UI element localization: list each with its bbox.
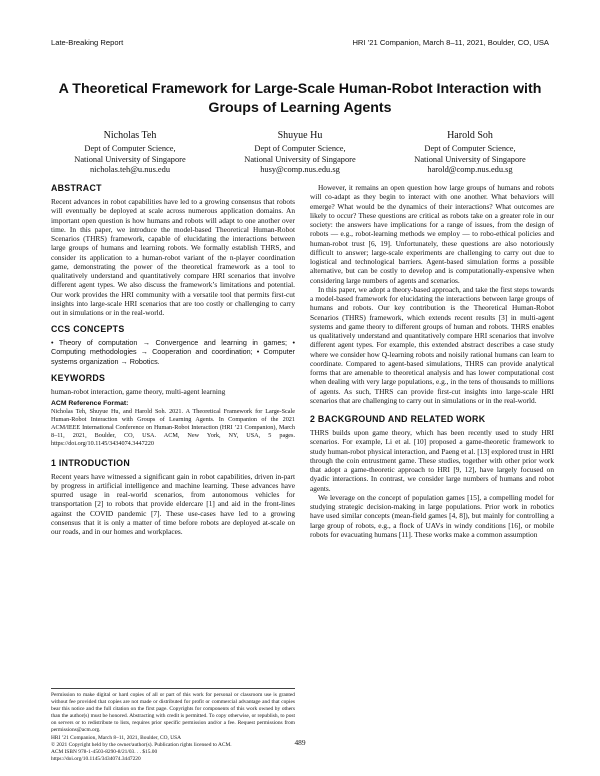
keywords-text: human-robot interaction, game theory, multi-agent learning bbox=[51, 386, 226, 396]
author-univ: National University of Singapore bbox=[414, 154, 526, 164]
intro-paragraph-2: However, it remains an open question how large groups of humans and robots will co-adapt as they begin to interact with one another. What behaviors will emerge? What would be the dynamics of their interactions? What outcomes are likely to occur? These questions are critical as robots take on a greater role in our society: the answers have implications for a range of issues, from the design of robots — e.g., robot-learning methods we employ — to robo-ethical policies and human-robot trust [6, 19]. Unfortunately, these questions are also notoriously difficult to answer; large-scale experiments are challenging to carry out due to logistical and technological barriers. Agent-based simulation forms a possible alternative, but can be costly to develop and is computationally-expensive when considering large numbers of agents and scenarios. bbox=[310, 183, 554, 285]
intro-paragraph-1: Recent years have witnessed a significant gain in robot capabilities, driven in-part by progress in artificial intelligence and machine learning. These advances have spurred usage in real-world scenarios, from autonomous vehicles for transportation [2] to robots that provide eldercare [1] and aid in the front-lines against the COVID pandemic [7]. These use-cases have led to a growing consensus that it is only a matter of time before robots are deployed at-scale on our roads, and in our homes and workplaces. bbox=[51, 471, 295, 537]
acm-reference-text: Nicholas Teh, Shuyue Hu, and Harold Soh. 2021. A Theoretical Framework for Large-Scale Human-Robot Interaction with Groups of Learning Agents. In Companion of the 2021 ACM/IEEE International Conference on Human-Robot Interaction (HRI ’21 Companion), March 8–11, 2021, Boulder, CO, USA. ACM, New York, NY, USA, 5 pages. https://doi.org/10.1145/3434074.3447220 bbox=[51, 408, 295, 448]
footnote-doi: https://doi.org/10.1145/3434074.3447220 bbox=[51, 755, 141, 762]
acm-reference-heading: ACM Reference Format: bbox=[51, 400, 129, 408]
author-dept: Dept of Computer Science, bbox=[84, 144, 176, 153]
background-paragraph-1: THRS builds upon game theory, which has been recently used to study HRI scenarios. For example, Li et al. [10] proposed a game-theoretic framework to study human-robot physical interaction, and Paeng et al. [13] explored trust in HRI through the coin entrustment game. These studies, together with other prior work that adopt a game-theoretic approach to HRI [9, 12], have largely focused on dyadic interactions. In contrast, we consider large numbers of humans and robot agents. bbox=[310, 428, 554, 493]
author bbox=[215, 130, 385, 176]
author-name: Nicholas Teh bbox=[103, 130, 157, 141]
author-email: harold@comp.nus.edu.sg bbox=[427, 165, 513, 174]
author bbox=[45, 130, 215, 176]
header-right: HRI ’21 Companion, March 8–11, 2021, Boulder, CO, USA bbox=[352, 38, 549, 47]
ccs-heading: CCS CONCEPTS bbox=[51, 324, 125, 335]
abstract-heading: ABSTRACT bbox=[51, 183, 102, 193]
footnote-conf: HRI ’21 Companion, March 8–11, 2021, Boulder, CO, USA bbox=[51, 734, 181, 741]
author-block bbox=[45, 130, 555, 176]
author-name: Harold Soh bbox=[447, 130, 493, 141]
permission-footnote bbox=[51, 688, 295, 763]
running-header bbox=[51, 38, 549, 47]
paper-title: A Theoretical Framework for Large-Scale Human-Robot Interaction with Groups of Learning Agents bbox=[58, 81, 542, 116]
author-email: husy@comp.nus.edu.sg bbox=[260, 165, 340, 174]
background-paragraph-2: We leverage on the concept of population games [15], a compelling model for studying strategic decision-making in large populations. Prior work in robotics have used similar concepts (mean-field games [4, 8]), but mainly for controlling a large group of robots, e.g., a flock of UAVs in windy conditions [16], or mobile robots for evacuating humans [11]. These works make a common assumption bbox=[310, 492, 554, 539]
author-univ: National University of Singapore bbox=[74, 154, 186, 164]
keywords-heading: KEYWORDS bbox=[51, 372, 106, 383]
author-univ: National University of Singapore bbox=[244, 154, 356, 164]
page-number: 489 bbox=[294, 738, 306, 747]
introduction-heading: 1 INTRODUCTION bbox=[51, 457, 130, 468]
acm-reference bbox=[51, 400, 295, 448]
header-left: Late-Breaking Report bbox=[51, 38, 124, 47]
intro-paragraph-3: In this paper, we adopt a theory-based approach, and take the first steps towards a model-based framework for elucidating the interactions between large groups of humans and robots. Our key contribution is the Theoretical Human-Robot Scenarios (THRS) framework, which extends recent results [3] in multi-agent systems and game theory to different groups of human and robots. THRS enables us qualitatively understand and quantitatively compare HRI scenarios that involve different agent types. For example, this extended abstract describes a case study where we consider how Q-learning robots and noisily rational humans can learn to coordinate. Compared to agent-based simulations, THRS can provide analytical forms that are amenable to theoretical analysis and has lower computational cost when dealing with very large populations, e.g., in the tens of thousands to millions of agents. As such, THRS can provide first-cut insights into large-scale HRI scenarios that are challenging to carry out in simulations or in the real-world. bbox=[310, 284, 554, 405]
ccs-text: • Theory of computation → Convergence and learning in games; • Computing methodologies → Cooperation and coordination; • Computer systems organization → Robotics. bbox=[51, 338, 295, 366]
author-email: nicholas.teh@u.nus.edu bbox=[89, 165, 171, 174]
author-dept: Dept of Computer Science, bbox=[254, 144, 346, 153]
footnote-copyright: © 2021 Copyright held by the owner/author(s). Publication rights licensed to ACM. bbox=[51, 741, 232, 748]
right-column bbox=[310, 183, 554, 539]
footnote-text: Permission to make digital or hard copies of all or part of this work for personal or classroom use is granted without fee provided that copies are not made or distributed for profit or commercial advantage and that copies bear this notice and the full citation on the first page. Copyrights for components of this work owned by others than the author(s) must be honored. Abstracting with credit is permitted. To copy otherwise, or republish, to post on servers or to redistribute to lists, requires prior specific permission and/or a fee. Request permissions from permissions@acm.org. bbox=[51, 692, 295, 734]
left-column bbox=[51, 183, 295, 537]
footnote-isbn: ACM ISBN 978-1-4503-8290-8/21/03. . . $15.00 bbox=[51, 748, 158, 755]
abstract-text: Recent advances in robot capabilities have led to a growing consensus that robots will eventually be deployed at scale across numerous application domains. An important open question is how humans and robots will adapt to one another over time. In this paper, we introduce the model-based Theoretical Human-Robot Scenarios (THRS) framework, capable of elucidating the interactions between large groups of humans and learning robots. We formally establish THRS, and consider its application to a human-robot variant of the n-player coordination game, demonstrating the power of the theoretical framework as a tool to qualitatively understand and quantitatively compare HRI scenarios that involve different agent types. We also discuss the framework’s limitations and potential. Our work provides the HRI community with a versatile tool that permits first-cut insights into large-scale HRI scenarios that are too costly or challenging to carry out in simulations or in the real-world. bbox=[51, 197, 295, 317]
author-name: Shuyue Hu bbox=[277, 130, 323, 141]
background-heading: 2 BACKGROUND AND RELATED WORK bbox=[310, 414, 486, 424]
author-dept: Dept of Computer Science, bbox=[424, 144, 516, 153]
author bbox=[385, 130, 555, 176]
